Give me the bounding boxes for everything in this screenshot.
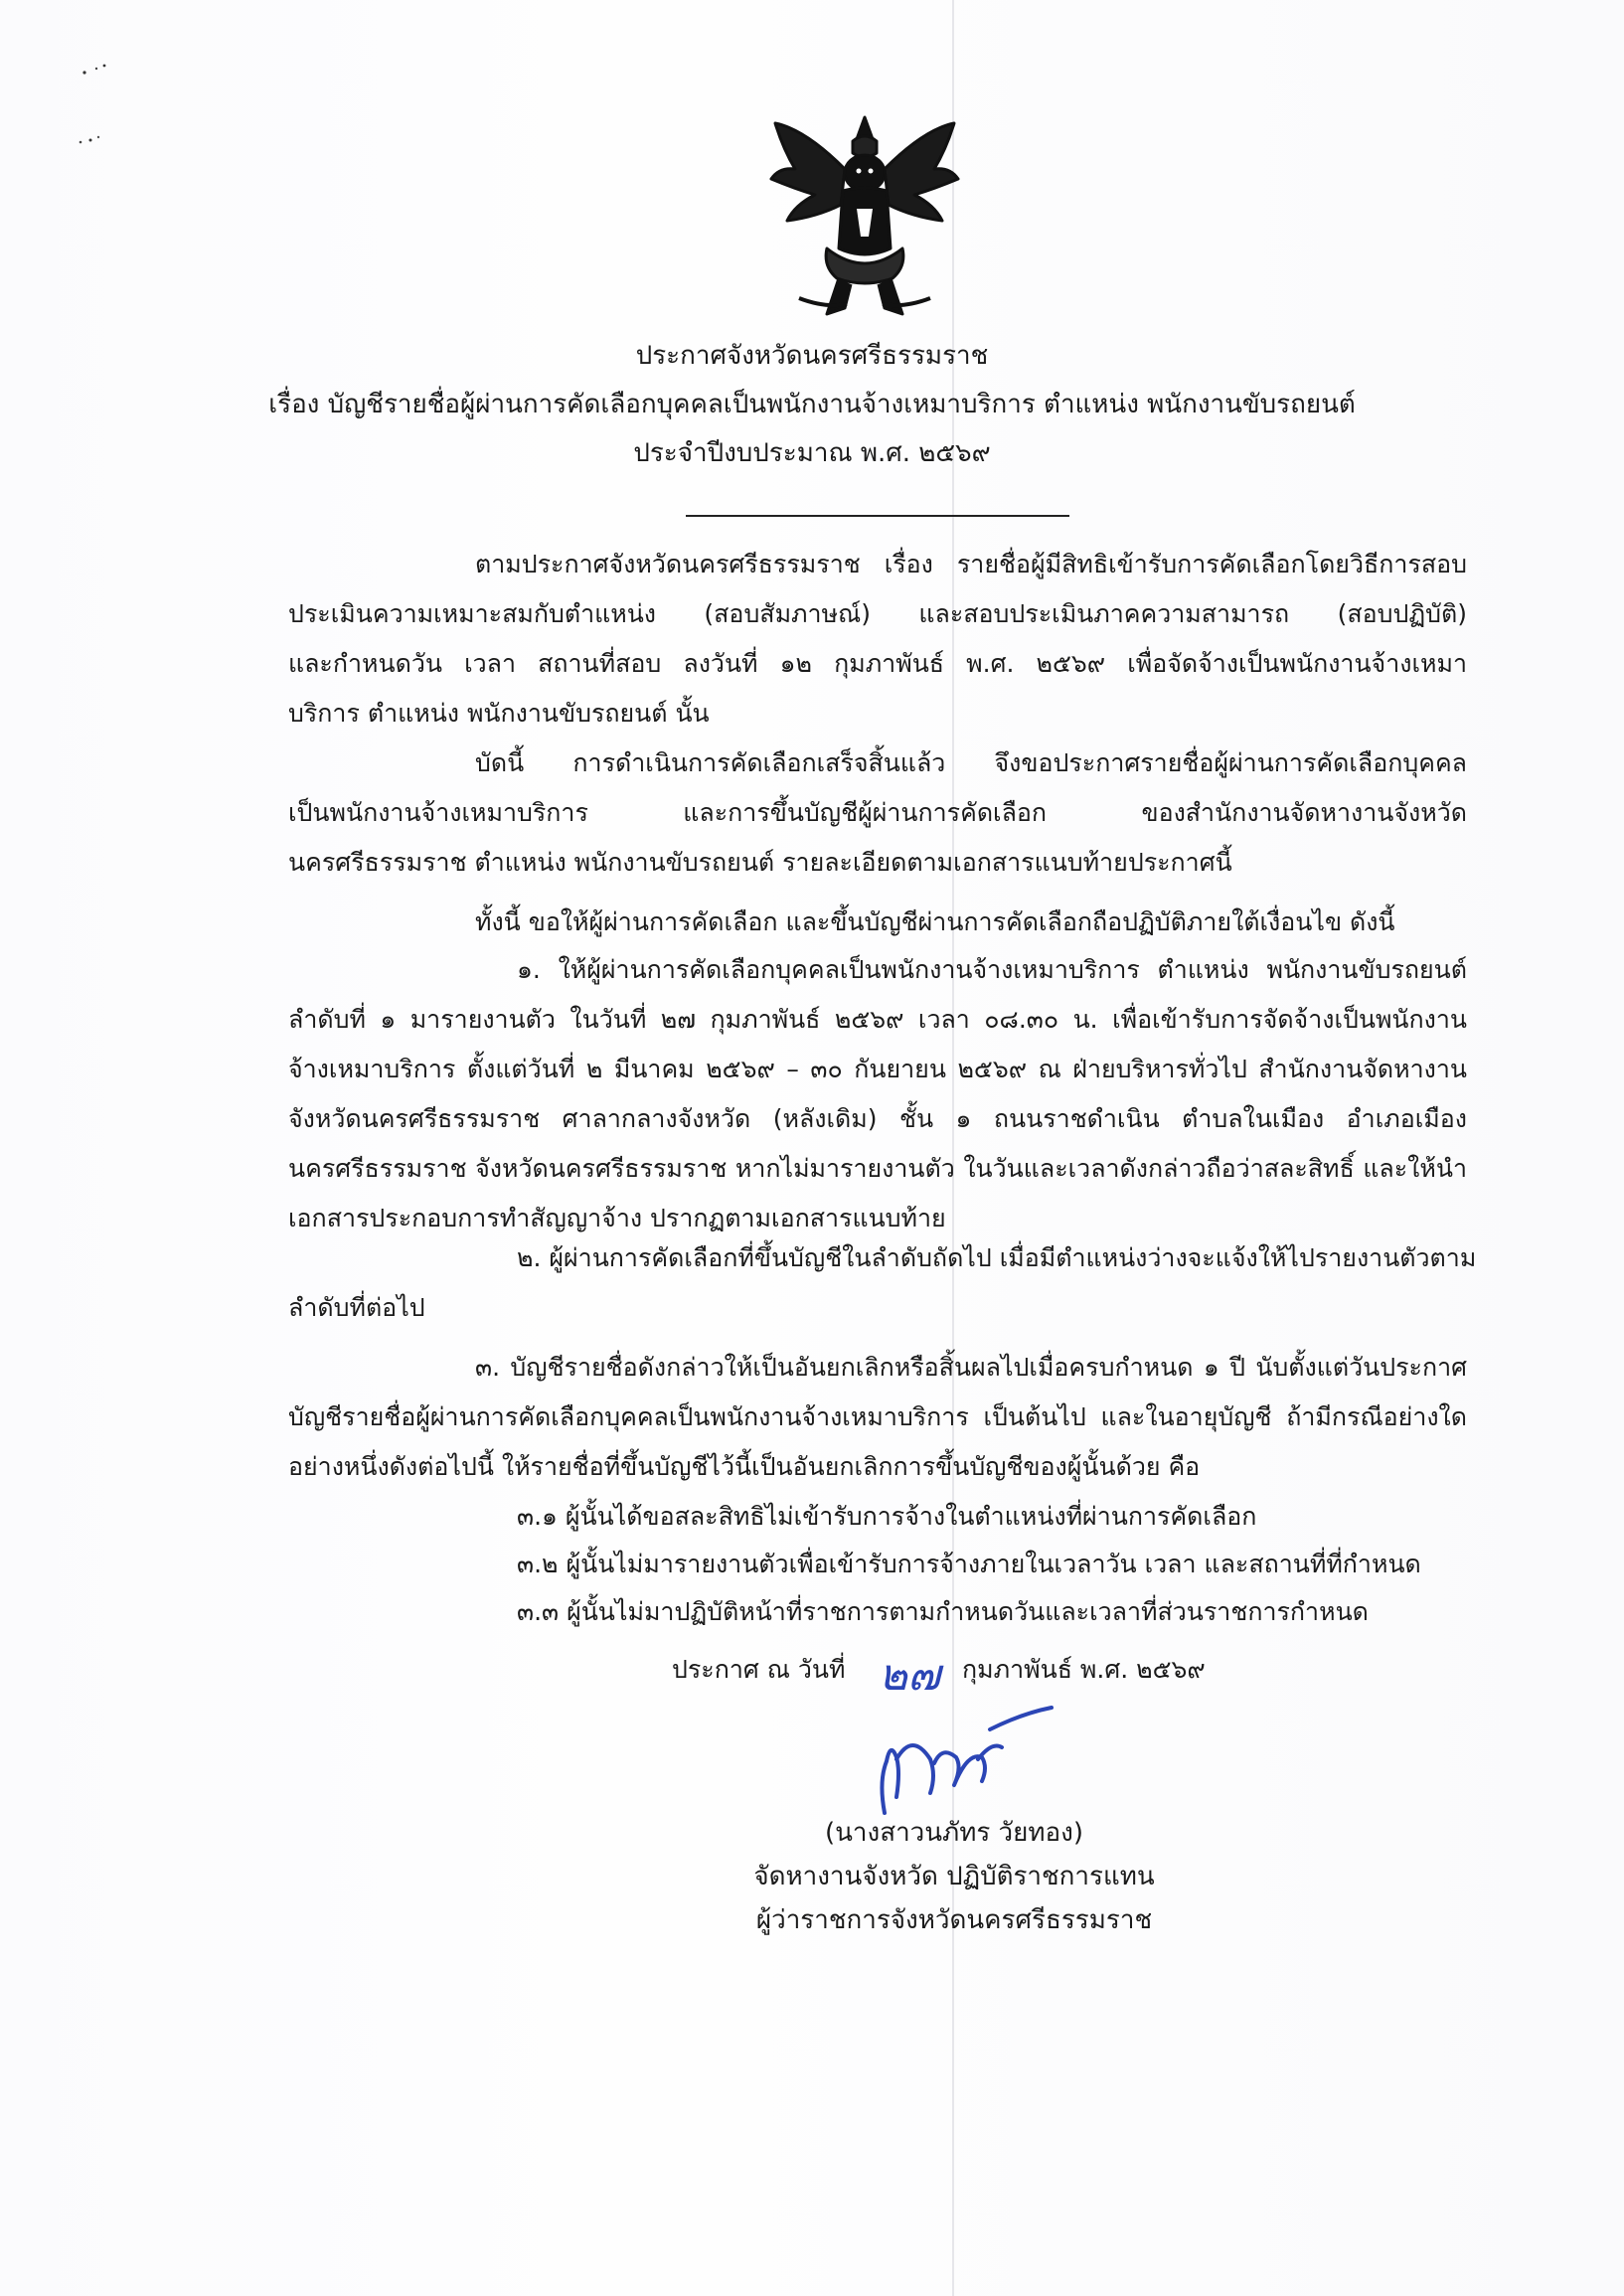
body-line: นครศรีธรรมราช ตำแหน่ง พนักงานขับรถยนต์ รายละเอียดตามเอกสารแนบท้ายประกาศนี้ [288, 848, 1232, 877]
signatory-on-behalf: ผู้ว่าราชการจังหวัดนครศรีธรรมราช [755, 1905, 1153, 1935]
body-line: ๓. บัญชีรายชื่อดังกล่าวให้เป็นอันยกเลิกหรือสิ้นผลไปเมื่อครบกำหนด ๑ ปี นับตั้งแต่วันประกาศ [475, 1353, 1467, 1382]
body-line: เป็นพนักงานจ้างเหมาบริการ และการขึ้นบัญชีผู้ผ่านการคัดเลือก ของสำนักงานจัดหางานจังหวัด [288, 798, 1467, 827]
body-line: ทั้งนี้ ขอให้ผู้ผ่านการคัดเลือก และขึ้นบัญชีผ่านการคัดเลือกถือปฏิบัติภายใต้เงื่อนไข ดังนี้ [475, 907, 1395, 936]
body-line: ลำดับที่ ๑ มารายงานตัว ในวันที่ ๒๗ กุมภาพันธ์ ๒๕๖๙ เวลา ๐๘.๓๐ น. เพื่อเข้ารับการจัดจ้างเป็นพนักงาน [288, 1005, 1467, 1034]
garuda-emblem-icon [765, 109, 964, 328]
announce-suffix: กุมภาพันธ์ พ.ศ. ๒๕๖๙ [962, 1655, 1206, 1684]
body-line: ๓.๓ ผู้นั้นไม่มาปฏิบัติหน้าที่ราชการตามกำหนดวันและเวลาที่ส่วนราชการกำหนด [517, 1597, 1369, 1626]
body-line: ประเมินความเหมาะสมกับตำแหน่ง (สอบสัมภาษณ์) และสอบประเมินภาคความสามารถ (สอบปฏิบัติ) [288, 599, 1467, 628]
body-line: ๒. ผู้ผ่านการคัดเลือกที่ขึ้นบัญชีในลำดับถัดไป เมื่อมีตำแหน่งว่างจะแจ้งให้ไปรายงานตัวตาม [517, 1243, 1477, 1272]
body-line: ลำดับที่ต่อไป [288, 1293, 425, 1322]
body-line: จ้างเหมาบริการ ตั้งแต่วันที่ ๒ มีนาคม ๒๕๖๙ – ๓๐ กันยายน ๒๕๖๙ ณ ฝ่ายบริหารทั่วไป สำนักงานจัดหางาน [288, 1055, 1467, 1083]
body-line: ตามประกาศจังหวัดนครศรีธรรมราช เรื่อง รายชื่อผู้มีสิทธิเข้ารับการคัดเลือกโดยวิธีการสอบ [475, 550, 1467, 578]
body-line: อย่างหนึ่งดังต่อไปนี้ ให้รายชื่อที่ขึ้นบัญชีไว้นี้เป็นอันยกเลิกการขึ้นบัญชีของผู้นั้นด้วย คือ [288, 1452, 1201, 1481]
body-line: ๑. ให้ผู้ผ่านการคัดเลือกบุคคลเป็นพนักงานจ้างเหมาบริการ ตำแหน่ง พนักงานขับรถยนต์ [517, 955, 1467, 984]
announce-prefix: ประกาศ ณ วันที่ [672, 1655, 846, 1684]
body-line: บริการ ตำแหน่ง พนักงานขับรถยนต์ นั้น [288, 699, 710, 728]
body-line: บัญชีรายชื่อผู้ผ่านการคัดเลือกบุคคลเป็นพนักงานจ้างเหมาบริการ เป็นต้นไป และในอายุบัญชี ถ้ามีกรณีอย่างใด [288, 1402, 1467, 1431]
handwritten-day: ๒๗ [879, 1650, 941, 1701]
body-line: นครศรีธรรมราช จังหวัดนครศรีธรรมราช หากไม่มารายงานตัว ในวันและเวลาดังกล่าวถือว่าสละสิทธิ์ และให้นำ [288, 1154, 1467, 1183]
document-title: ประกาศจังหวัดนครศรีธรรมราช [635, 341, 989, 371]
body-line: จังหวัดนครศรีธรรมราช ศาลากลางจังหวัด (หลังเดิม) ชั้น ๑ ถนนราชดำเนิน ตำบลในเมือง อำเภอเมือง [288, 1104, 1467, 1133]
handwritten-signature [873, 1702, 1071, 1821]
body-line: บัดนี้ การดำเนินการคัดเลือกเสร็จสิ้นแล้ว จึงขอประกาศรายชื่อผู้ผ่านการคัดเลือกบุคคล [475, 748, 1467, 777]
document-subject: เรื่อง บัญชีรายชื่อผู้ผ่านการคัดเลือกบุคคลเป็นพนักงานจ้างเหมาบริการ ตำแหน่ง พนักงานขับรถยนต์ [268, 390, 1356, 419]
document-fiscal-year: ประจำปีงบประมาณ พ.ศ. ๒๕๖๙ [633, 438, 991, 468]
body-line: เอกสารประกอบการทำสัญญาจ้าง ปรากฏตามเอกสารแนบท้าย [288, 1204, 946, 1232]
signatory-name: (นางสาวนภัทร วัยทอง) [825, 1818, 1083, 1848]
body-line: ๓.๒ ผู้นั้นไม่มารายงานตัวเพื่อเข้ารับการจ้างภายในเวลาวัน เวลา และสถานที่ที่กำหนด [517, 1550, 1421, 1578]
body-line: และกำหนดวัน เวลา สถานที่สอบ ลงวันที่ ๑๒ กุมภาพันธ์ พ.ศ. ๒๕๖๙ เพื่อจัดจ้างเป็นพนักงานจ้างเหมา [288, 649, 1467, 678]
signatory-position: จัดหางานจังหวัด ปฏิบัติราชการแทน [753, 1862, 1155, 1891]
heading-divider [686, 515, 1069, 517]
body-line: ๓.๑ ผู้นั้นได้ขอสละสิทธิไม่เข้ารับการจ้างในตำแหน่งที่ผ่านการคัดเลือก [517, 1502, 1257, 1531]
scan-specks [75, 55, 134, 154]
